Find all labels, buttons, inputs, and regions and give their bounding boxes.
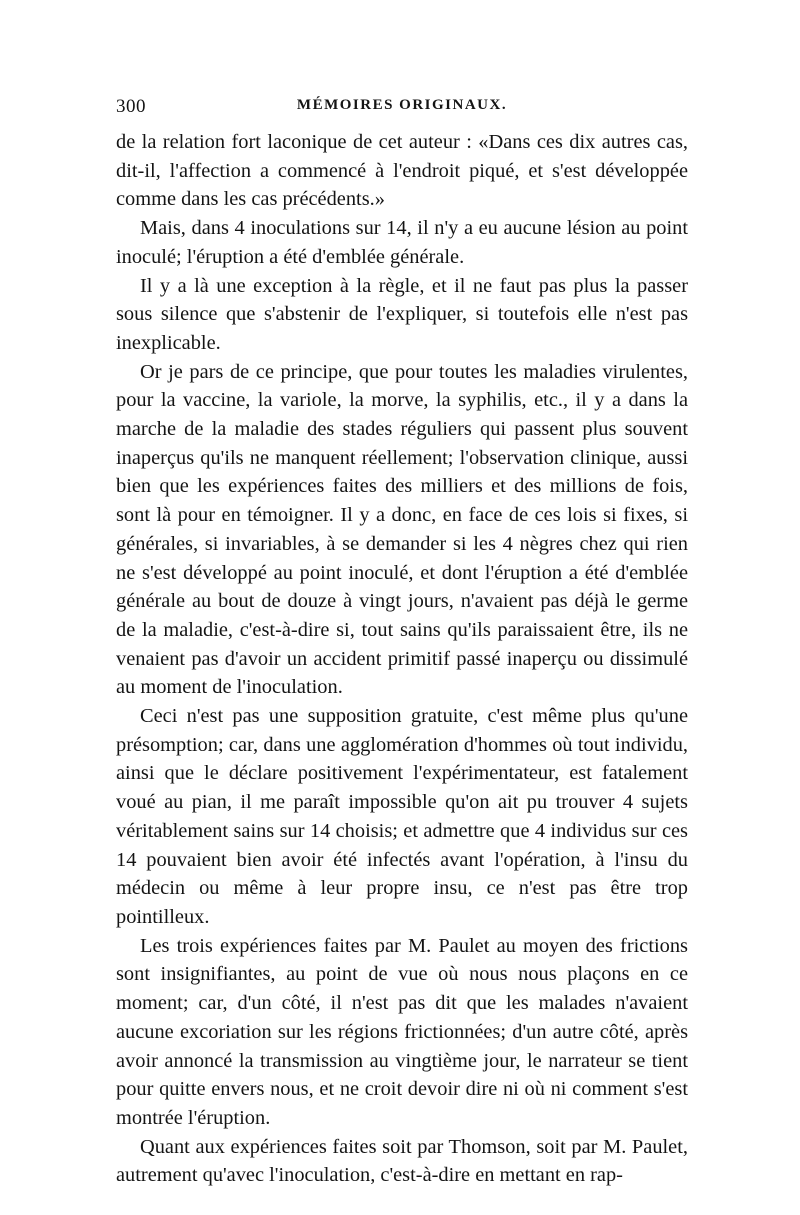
running-head: MÉMOIRES ORIGINAUX. bbox=[296, 97, 508, 113]
body-text bbox=[116, 128, 688, 1190]
paragraph: Il y a là une exception à la règle, et il ne faut pas plus la passer sous silence que s'abstenir de l'expliquer, si toutefois elle n'est pas inexplicable. bbox=[116, 274, 688, 354]
paragraph: Quant aux expériences faites soit par Thomson, soit par M. Paulet, autrement qu'avec l'inoculation, c'est-à-dire en mettant en rap- bbox=[116, 1135, 688, 1187]
paragraph: Les trois expériences faites par M. Paulet au moyen des frictions sont insignifiantes, au point de vue où nous nous plaçons en ce moment; car, d'un côté, il n'est pas dit que les malades n'avaient aucune excoriation sur les régions frictionnées; d'un autre côté, après avoir annoncé la transmission au vingtième jour, le narrateur se tient pour quitte envers nous, et ne croit devoir dire ni où ni comment s'est montrée l'éruption. bbox=[116, 934, 688, 1129]
page-number: 300 bbox=[116, 96, 146, 117]
page-header bbox=[116, 96, 688, 126]
paragraph: de la relation fort laconique de cet auteur : «Dans ces dix autres cas, dit-il, l'affection a commencé à l'endroit piqué, et s'est développée comme dans les cas précédents.» bbox=[116, 131, 688, 211]
paragraph: Mais, dans 4 inoculations sur 14, il n'y a eu aucune lésion au point inoculé; l'éruption a été d'emblée générale. bbox=[116, 217, 688, 268]
paragraph: Ceci n'est pas une supposition gratuite, c'est même plus qu'une présomption; car, dans une agglomération d'hommes où tout individu, ainsi que le déclare positivement l'expérimentateur, est fatalement voué au pian, il me paraît impossible qu'on ait pu trouver 4 sujets véritablement sains sur 14 choisis; et admettre que 4 individus sur ces 14 pouvaient bien avoir été infectés avant l'opération, à l'insu du médecin ou même à leur propre insu, ce n'est pas être trop pointilleux. bbox=[116, 705, 688, 928]
paragraph: Or je pars de ce principe, que pour toutes les maladies virulentes, pour la vaccine, la variole, la morve, la syphilis, etc., il y a dans la marche de la maladie des stades réguliers qui passent plus souvent inaperçus qu'ils ne manquent réellement; l'observation clinique, aussi bien que les expériences faites des milliers et des millions de fois, sont là pour en témoigner. Il y a donc, en face de ces lois si fixes, si générales, si invariables, à se demander si les 4 nègres chez qui rien ne s'est développé au point inoculé, et dont l'éruption a été d'emblée générale au bout de douze à vingt jours, n'avaient pas déjà le germe de la maladie, c'est-à-dire si, tout sains qu'ils paraissaient être, ils ne venaient pas d'avoir un accident primitif passé inaperçu ou dissimulé au moment de l'inoculation. bbox=[116, 360, 688, 699]
